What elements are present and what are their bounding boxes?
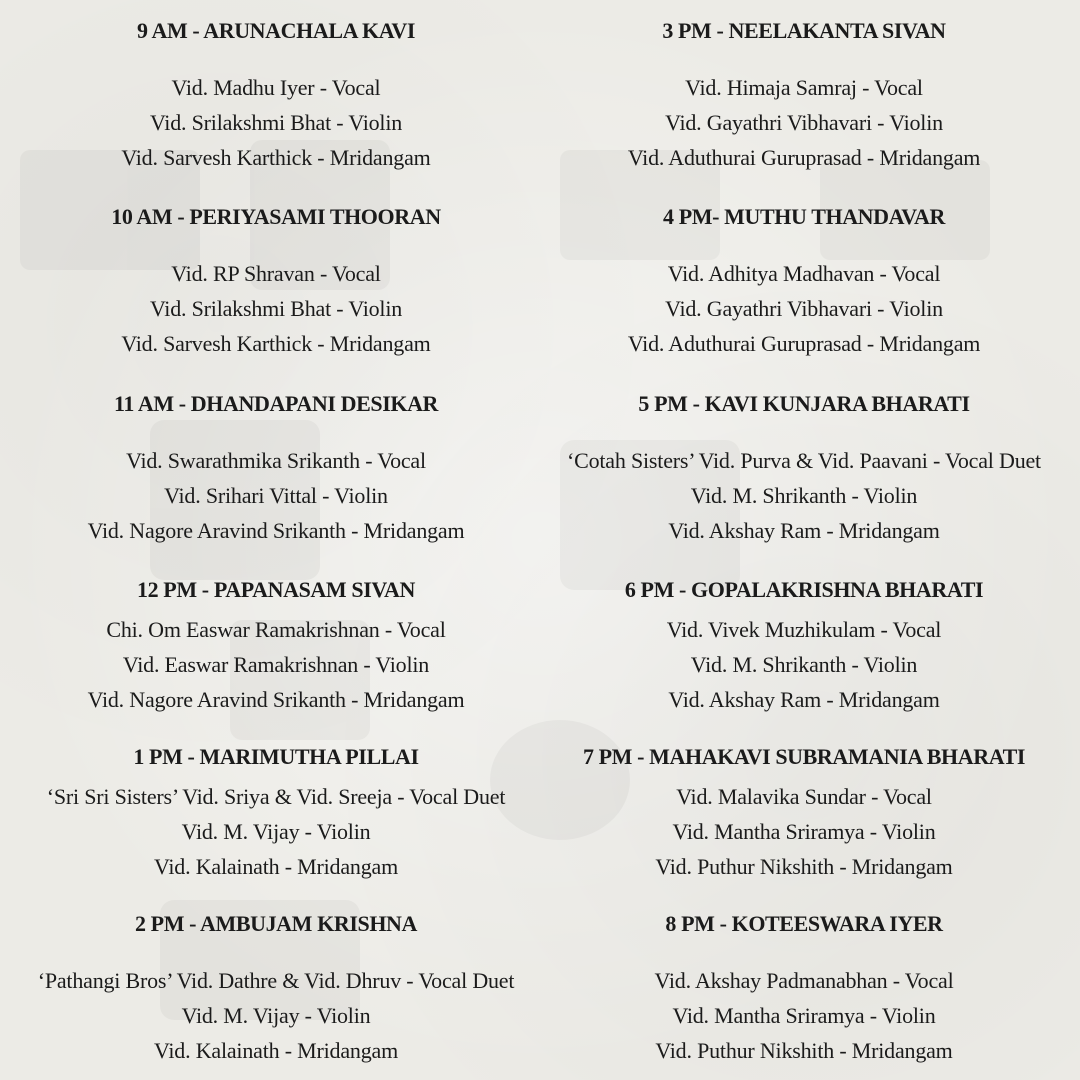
performer-list (6, 443, 546, 548)
performer-line: Vid. Gayathri Vibhavari - Violin (665, 296, 943, 321)
performer-line: Vid. Nagore Aravind Srikanth - Mridangam (87, 518, 465, 543)
performer-list (6, 256, 546, 361)
schedule-column-left (6, 0, 546, 1080)
performer-list (6, 70, 546, 175)
schedule-slot (534, 205, 1074, 361)
performer-line: Vid. Swarathmika Srikanth - Vocal (126, 448, 426, 473)
performer-list (534, 963, 1074, 1068)
slot-title: 7 PM - MAHAKAVI SUBRAMANIA BHARATI (582, 744, 1026, 769)
performer-list (534, 256, 1074, 361)
schedule-slot (6, 19, 546, 175)
performer-line: ‘Pathangi Bros’ Vid. Dathre & Vid. Dhruv - Vocal Duet (37, 968, 515, 993)
performer-line: Vid. Easwar Ramakrishnan - Violin (122, 652, 430, 677)
slot-title: 8 PM - KOTEESWARA IYER (665, 911, 943, 936)
performer-line: ‘Cotah Sisters’ Vid. Purva & Vid. Paavani - Vocal Duet (567, 448, 1041, 473)
performer-list (6, 963, 546, 1068)
performer-line: Vid. Aduthurai Guruprasad - Mridangam (627, 331, 981, 356)
slot-title: 1 PM - MARIMUTHA PILLAI (133, 744, 419, 769)
schedule-slot (534, 19, 1074, 175)
schedule-column-right (534, 0, 1074, 1080)
schedule-slot (6, 745, 546, 884)
slot-title: 12 PM - PAPANASAM SIVAN (136, 577, 415, 602)
performer-line: Vid. M. Shrikanth - Violin (690, 652, 918, 677)
performer-line: Vid. Adhitya Madhavan - Vocal (667, 261, 941, 286)
performer-line: Chi. Om Easwar Ramakrishnan - Vocal (106, 617, 446, 642)
performer-line: Vid. Kalainath - Mridangam (154, 854, 398, 879)
performer-line: Vid. Himaja Samraj - Vocal (685, 75, 923, 100)
performer-line: Vid. Mantha Sriramya - Violin (672, 819, 936, 844)
performer-line: Vid. Nagore Aravind Srikanth - Mridangam (87, 687, 465, 712)
slot-title: 4 PM- MUTHU THANDAVAR (663, 204, 945, 229)
performer-line: Vid. RP Shravan - Vocal (171, 261, 381, 286)
schedule-slot (534, 912, 1074, 1068)
performer-line: Vid. Puthur Nikshith - Mridangam (655, 1038, 953, 1063)
performer-line: Vid. M. Shrikanth - Violin (690, 483, 918, 508)
performer-line: Vid. Madhu Iyer - Vocal (171, 75, 381, 100)
slot-title: 10 AM - PERIYASAMI THOORAN (111, 204, 441, 229)
performer-line: Vid. Vivek Muzhikulam - Vocal (666, 617, 942, 642)
performer-line: Vid. Akshay Padmanabhan - Vocal (654, 968, 954, 993)
schedule-slot (534, 745, 1074, 884)
performer-list (534, 612, 1074, 717)
performer-line: Vid. M. Vijay - Violin (181, 1003, 371, 1028)
performer-line: Vid. Puthur Nikshith - Mridangam (655, 854, 953, 879)
performer-line: Vid. Mantha Sriramya - Violin (672, 1003, 936, 1028)
performer-line: Vid. Akshay Ram - Mridangam (668, 518, 940, 543)
schedule-slot (6, 392, 546, 548)
slot-title: 5 PM - KAVI KUNJARA BHARATI (638, 391, 970, 416)
schedule-slot (534, 578, 1074, 717)
slot-title: 9 AM - ARUNACHALA KAVI (136, 18, 416, 43)
performer-line: Vid. Akshay Ram - Mridangam (668, 687, 940, 712)
slot-title: 3 PM - NEELAKANTA SIVAN (662, 18, 946, 43)
performer-line: Vid. Sarvesh Karthick - Mridangam (121, 145, 431, 170)
performer-line: ‘Sri Sri Sisters’ Vid. Sriya & Vid. Sreeja - Vocal Duet (46, 784, 506, 809)
performer-line: Vid. Srilakshmi Bhat - Violin (149, 296, 403, 321)
performer-list (6, 779, 546, 884)
schedule-slot (6, 578, 546, 717)
slot-title: 2 PM - AMBUJAM KRISHNA (134, 911, 418, 936)
performer-line: Vid. Srilakshmi Bhat - Violin (149, 110, 403, 135)
performer-list (6, 612, 546, 717)
performer-line: Vid. Kalainath - Mridangam (154, 1038, 398, 1063)
performer-line: Vid. Srihari Vittal - Violin (164, 483, 388, 508)
performer-line: Vid. Sarvesh Karthick - Mridangam (121, 331, 431, 356)
performer-line: Vid. Gayathri Vibhavari - Violin (665, 110, 943, 135)
performer-line: Vid. Aduthurai Guruprasad - Mridangam (627, 145, 981, 170)
schedule-slot (6, 205, 546, 361)
performer-list (534, 779, 1074, 884)
performer-line: Vid. M. Vijay - Violin (181, 819, 371, 844)
performer-list (534, 70, 1074, 175)
performer-line: Vid. Malavika Sundar - Vocal (676, 784, 932, 809)
slot-title: 6 PM - GOPALAKRISHNA BHARATI (624, 577, 984, 602)
performer-list (534, 443, 1074, 548)
schedule-slot (534, 392, 1074, 548)
schedule-slot (6, 912, 546, 1068)
slot-title: 11 AM - DHANDAPANI DESIKAR (113, 391, 439, 416)
